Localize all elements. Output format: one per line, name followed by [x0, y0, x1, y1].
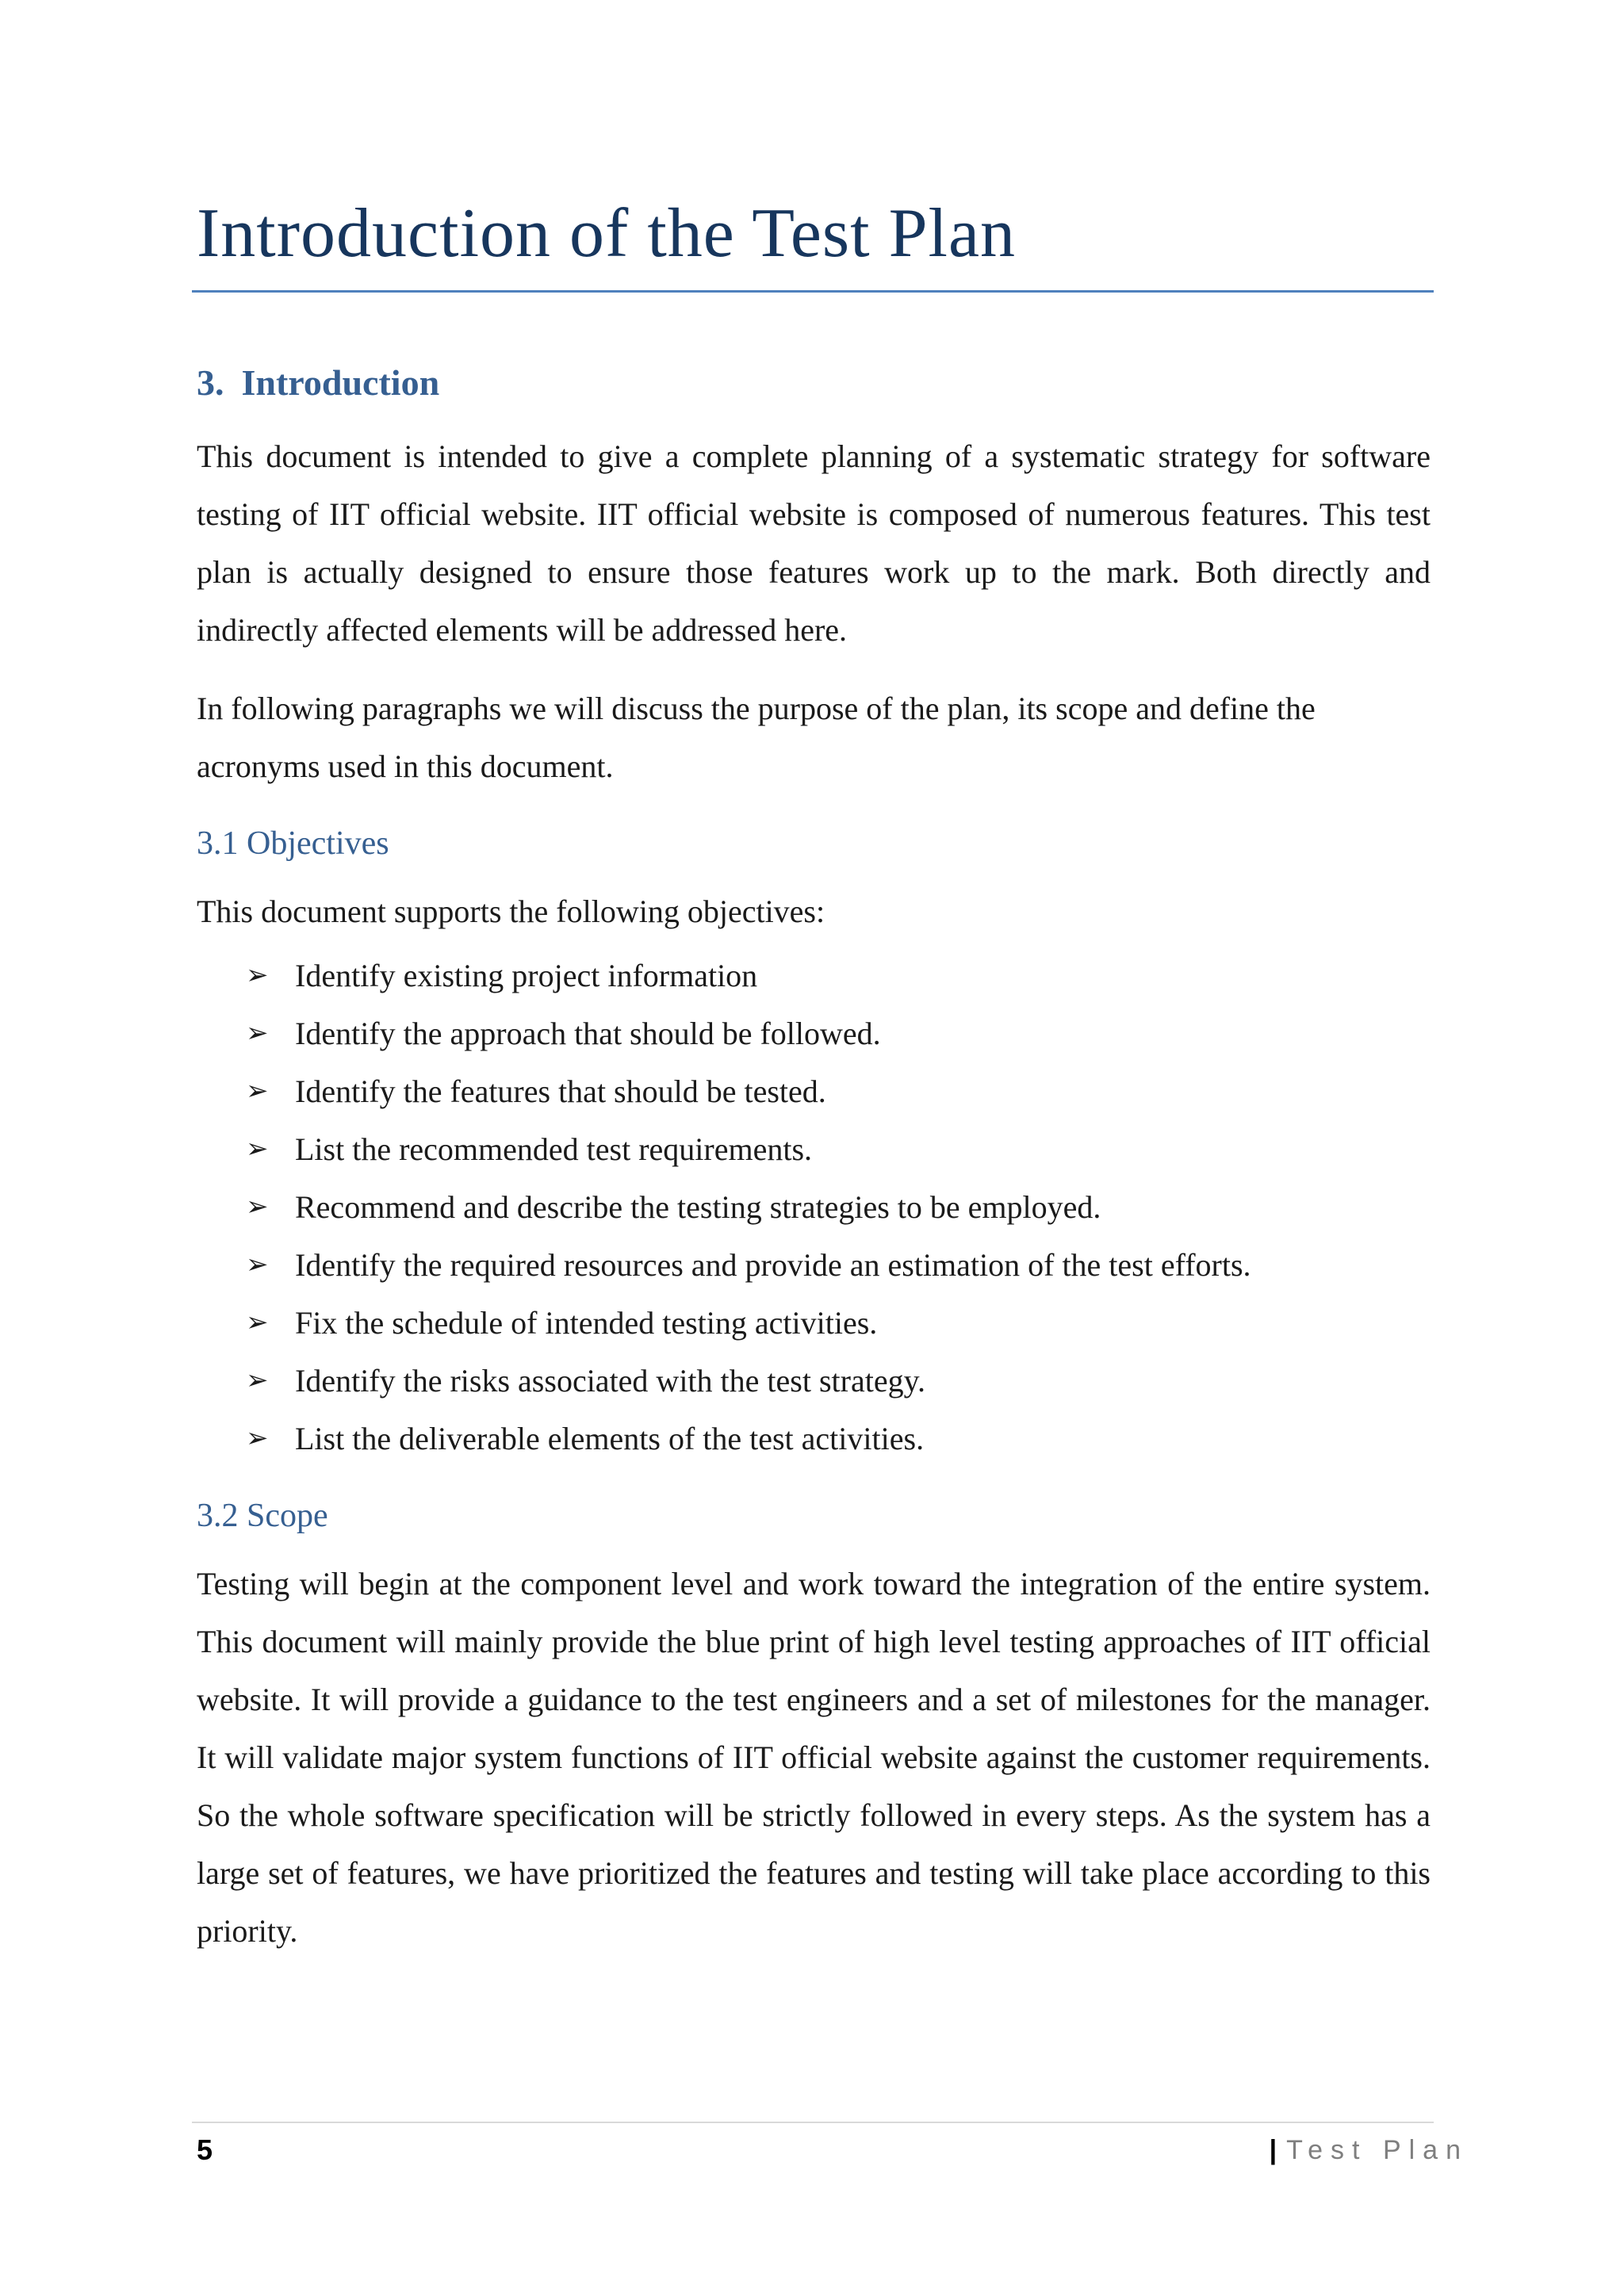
list-item — [197, 1004, 1431, 1062]
section-title: Introduction — [241, 362, 440, 403]
title-underline — [192, 290, 1434, 293]
list-item — [197, 947, 1431, 1004]
arrow-bullet-icon: ➢ — [246, 1017, 269, 1049]
list-item — [197, 1062, 1431, 1120]
arrow-bullet-icon: ➢ — [246, 1422, 269, 1454]
list-item — [197, 1352, 1431, 1410]
list-item — [197, 1294, 1431, 1352]
footer-divider — [192, 2122, 1434, 2123]
footer-label-text: Test Plan — [1286, 2135, 1469, 2165]
arrow-bullet-icon: ➢ — [246, 1133, 269, 1165]
section-number: 3. — [197, 362, 224, 403]
list-item-text: List the deliverable elements of the test activities. — [295, 1421, 925, 1456]
list-item — [197, 1410, 1431, 1468]
list-item-text: Fix the schedule of intended testing activities. — [295, 1305, 878, 1341]
list-item-text: Recommend and describe the testing strategies to be employed. — [295, 1189, 1101, 1225]
list-item-text: List the recommended test requirements. — [295, 1131, 813, 1167]
arrow-bullet-icon: ➢ — [246, 1191, 269, 1223]
list-item-text: Identify the required resources and provide an estimation of the test efforts. — [295, 1247, 1251, 1283]
arrow-bullet-icon: ➢ — [246, 1364, 269, 1396]
objectives-list — [197, 947, 1431, 1468]
arrow-bullet-icon: ➢ — [246, 1075, 269, 1107]
list-item-text: Identify existing project information — [295, 958, 758, 993]
list-item — [197, 1236, 1431, 1294]
list-item-text: Identify the risks associated with the test strategy. — [295, 1363, 925, 1399]
document-title: Introduction of the Test Plan — [197, 195, 1017, 272]
arrow-bullet-icon: ➢ — [246, 1307, 269, 1338]
subsection-heading-objectives: 3.1 Objectives — [197, 825, 389, 862]
section-heading-introduction — [197, 353, 1431, 413]
list-item-text: Identify the approach that should be followed. — [295, 1016, 881, 1051]
subsection-heading-scope: 3.2 Scope — [197, 1498, 328, 1534]
intro-paragraph-2: In following paragraphs we will discuss the purpose of the plan, its scope and define the acronyms used in this document. — [197, 691, 1316, 784]
objectives-intro: This document supports the following objectives: — [197, 894, 825, 929]
intro-paragraph-1: This document is intended to give a complete planning of a systematic strategy for software testing of IIT official website. IIT official website is composed of numerous features. This test plan is actually designed to ensure those features work up to the mark. Both directly and indirectly affected elements will be addressed here. — [197, 438, 1431, 648]
list-item-text: Identify the features that should be tested. — [295, 1073, 826, 1109]
page-content — [197, 353, 1431, 1980]
list-item — [197, 1120, 1431, 1178]
scope-paragraph: Testing will begin at the component level and work toward the integration of the entire system. This document will mainly provide the blue print of high level testing approaches of IIT official website. It will provide a guidance to the test engineers and a set of milestones for the manager. It will validate major system functions of IIT official website against the customer requirements. So the whole software specification will be strictly followed in every steps. As the system has a large set of features, we have prioritized the features and testing will take place according to this priority. — [197, 1566, 1431, 1949]
footer-separator: | — [1269, 2135, 1277, 2165]
list-item — [197, 1178, 1431, 1236]
arrow-bullet-icon: ➢ — [246, 959, 269, 991]
arrow-bullet-icon: ➢ — [246, 1249, 269, 1280]
page-number: 5 — [197, 2133, 213, 2166]
footer-running-title — [1270, 2126, 1469, 2174]
